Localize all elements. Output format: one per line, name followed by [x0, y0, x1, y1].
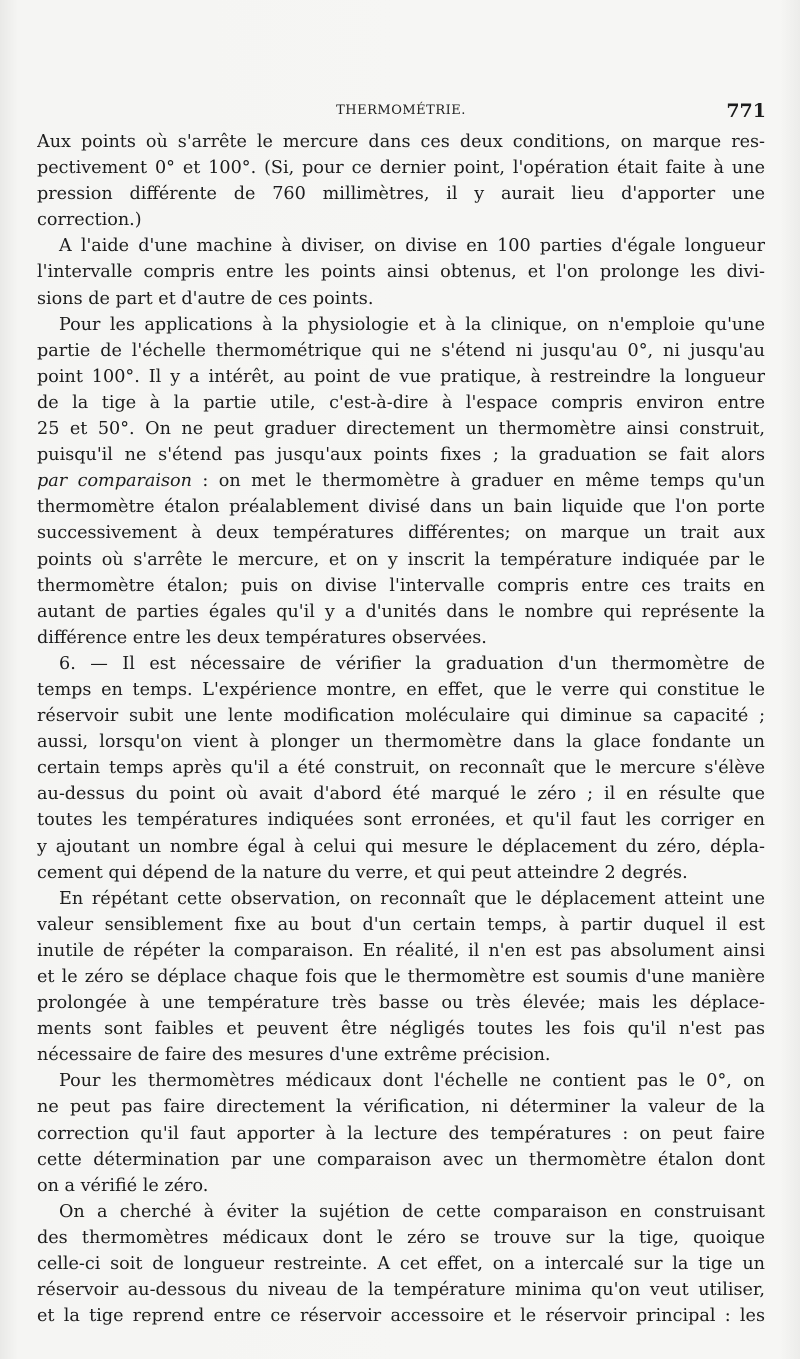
text-line: et le zéro se déplace chaque fois que le thermomètre est soumis d'une manière: [37, 967, 765, 987]
text-line: correction.): [37, 210, 142, 231]
text-line: et la tige reprend entre ce réservoir accessoire et le réservoir principal : les: [37, 1306, 765, 1327]
text-line: puisqu'il ne s'étend pas jusqu'aux points fixes ; la graduation se fait alors: [37, 445, 765, 466]
text-line: toutes les températures indiquées sont erronées, et qu'il faut les corriger en: [37, 810, 765, 831]
text-line: Pour les applications à la physiologie et à la clinique, on n'emploie qu'une: [59, 314, 765, 335]
text-line: cette détermination par une comparaison avec un thermomètre étalon dont: [37, 1149, 765, 1170]
emphasis: par comparaison: [37, 471, 192, 492]
text-line: par comparaison : on met le thermomètre à graduer en même temps qu'un: [37, 471, 765, 492]
text-line: En répétant cette observation, on reconnaît que le déplacement atteint une: [59, 888, 765, 909]
text-line: partie de l'échelle thermométrique qui ne s'étend ni jusqu'au 0°, ni jusqu'au: [37, 340, 765, 361]
text-line: pression différente de 760 millimètres, il y aurait lieu d'apporter une: [37, 184, 765, 205]
text-line: sions de part et d'autre de ces points.: [37, 288, 374, 309]
text-line: des thermomètres médicaux dont le zéro se trouve sur la tige, quoique: [37, 1227, 765, 1248]
text-line: correction qu'il faut apporter à la lecture des températures : on peut faire: [37, 1123, 765, 1144]
body-text: [37, 129, 765, 1329]
text-line: prolongée à une température très basse ou très élevée; mais les déplace-: [37, 993, 765, 1014]
text-line: réservoir au-dessous du niveau de la température minima qu'on veut utiliser,: [37, 1280, 765, 1301]
text-line: thermomètre étalon; puis on divise l'intervalle compris entre ces traits en: [37, 575, 765, 596]
text-line: A l'aide d'une machine à diviser, on divise en 100 parties d'égale longueur: [59, 236, 765, 257]
text-line: nécessaire de faire des mesures d'une extrême précision.: [37, 1045, 551, 1066]
text-line: temps en temps. L'expérience montre, en effet, que le verre qui constitue le: [37, 679, 765, 700]
text-line: On a cherché à éviter la sujétion de cette comparaison en construisant: [59, 1201, 765, 1222]
text-line: point 100°. Il y a intérêt, au point de vue pratique, à restreindre la longueur: [37, 366, 765, 387]
text-line: certain temps après qu'il a été construit, on reconnaît que le mercure s'élève: [37, 758, 765, 779]
text-line: l'intervalle compris entre les points ainsi obtenus, et l'on prolonge les divi-: [37, 262, 765, 283]
text-line: autant de parties égales qu'il y a d'unités dans le nombre qui représente la: [37, 601, 765, 622]
text-line: pectivement 0° et 100°. (Si, pour ce dernier point, l'opération était faite à une: [37, 158, 765, 179]
text-line: différence entre les deux températures observées.: [37, 627, 487, 648]
text-line: successivement à deux températures différentes; on marque un trait aux: [37, 523, 765, 544]
text-line: aussi, lorsqu'on vient à plonger un thermomètre dans la glace fondante un: [37, 732, 765, 753]
text-line: au-dessus du point où avait d'abord été marqué le zéro ; il en résulte que: [37, 784, 765, 805]
text-line: inutile de répéter la comparaison. En réalité, il n'en est pas absolument ainsi: [37, 940, 765, 961]
text-line: ne peut pas faire directement la vérification, ni déterminer la valeur de la: [37, 1097, 765, 1118]
text-line: cement qui dépend de la nature du verre, et qui peut atteindre 2 degrés.: [37, 862, 688, 883]
text-line: de la tige à la partie utile, c'est-à-dire à l'espace compris environ entre: [37, 392, 765, 413]
text-line: 25 et 50°. On ne peut graduer directement un thermomètre ainsi construit,: [37, 419, 765, 440]
text-line: réservoir subit une lente modification moléculaire qui diminue sa capacité ;: [37, 706, 765, 727]
text-line: points où s'arrête le mercure, et on y inscrit la température indiquée par le: [37, 549, 765, 570]
text-line: y ajoutant un nombre égal à celui qui mesure le déplacement du zéro, dépla-: [37, 836, 765, 857]
text-line: ments sont faibles et peuvent être négligés toutes les fois qu'il n'est pas: [37, 1019, 765, 1040]
running-title: THERMOMÉTRIE.: [336, 103, 466, 118]
text-line: thermomètre étalon préalablement divisé dans un bain liquide que l'on porte: [37, 497, 765, 518]
running-head: [36, 100, 766, 124]
text-line: Pour les thermomètres médicaux dont l'échelle ne contient pas le 0°, on: [59, 1071, 765, 1092]
text-line: on a vérifié le zéro.: [37, 1175, 209, 1196]
page-number: 771: [726, 100, 766, 122]
text-line: 6. — Il est nécessaire de vérifier la graduation d'un thermomètre de: [59, 653, 765, 674]
text-line: celle-ci soit de longueur restreinte. A cet effet, on a intercalé sur la tige un: [37, 1254, 765, 1275]
text-line: Aux points où s'arrête le mercure dans ces deux conditions, on marque res-: [37, 132, 765, 152]
text-line: valeur sensiblement fixe au bout d'un certain temps, à partir duquel il est: [37, 914, 765, 935]
